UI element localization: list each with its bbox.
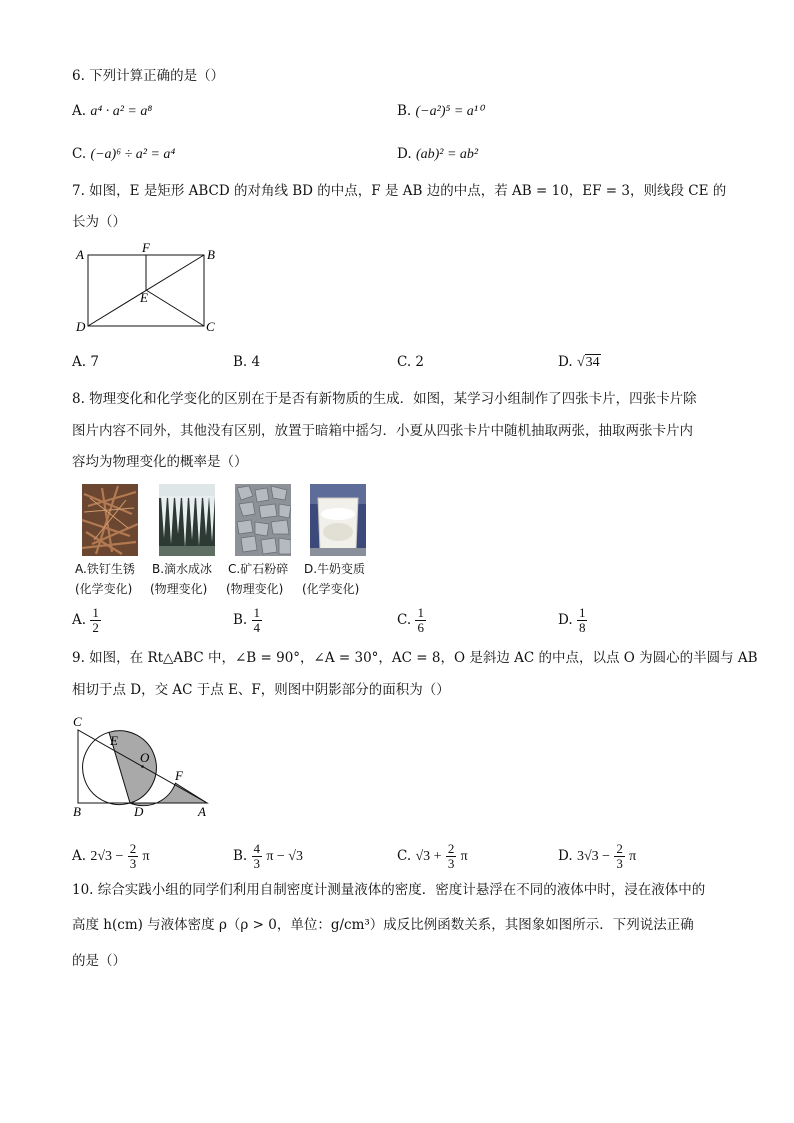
q8-option-c-fraction: $\frac{1}{6}$ bbox=[417, 605, 424, 635]
q8-option-a-label: A. bbox=[72, 612, 87, 628]
q7-option-d[interactable] bbox=[558, 352, 601, 373]
q8-stem-line2: 图片内容不同外，其他没有区别，放置于暗箱中摇匀．小夏从四张卡片中随机抽取两张，抽取两张卡片内 bbox=[72, 423, 693, 439]
q8-option-a-fraction: $\frac{1}{2}$ bbox=[92, 605, 99, 635]
card-c-type: (物理变化) bbox=[226, 582, 284, 596]
q6-option-b-label: B. bbox=[397, 103, 412, 119]
q7-option-d-expr: √34 bbox=[576, 355, 600, 370]
q9-option-c-label: C. bbox=[397, 848, 412, 864]
q8-option-b-fraction: $\frac{1}{4}$ bbox=[253, 605, 261, 635]
card-a-type: (化学变化) bbox=[75, 582, 133, 596]
q9-option-d[interactable] bbox=[558, 842, 636, 871]
q8-option-b-label: B. bbox=[233, 612, 248, 628]
q8-option-d-fraction: $\frac{1}{8}$ bbox=[578, 605, 586, 635]
q6-option-d-expr: (ab)² = ab² bbox=[415, 147, 479, 162]
q9-option-b-post: π − √3 bbox=[266, 849, 303, 864]
q9-option-b-label: B. bbox=[233, 848, 248, 864]
q9-option-a-label: A. bbox=[72, 848, 87, 864]
q7-option-a[interactable]: A. 7 bbox=[72, 354, 99, 370]
q9-option-d-pre: 3√3 − bbox=[576, 849, 611, 864]
label-d: D bbox=[76, 319, 86, 334]
q6-option-c-label: C. bbox=[72, 146, 87, 162]
q9-option-c-pre: √3 + bbox=[415, 849, 442, 864]
q8-stem-line1: 8. 物理变化和化学变化的区别在于是否有新物质的生成．如图，某学习小组制作了四张卡片，四张卡片除 bbox=[72, 391, 697, 407]
q6-option-a-label: A. bbox=[72, 103, 87, 119]
card-d-title: D.牛奶变质 bbox=[304, 562, 366, 576]
q9-option-c[interactable] bbox=[397, 842, 468, 871]
q8-option-d-label: D. bbox=[558, 612, 573, 628]
q9-option-d-label: D. bbox=[558, 848, 573, 864]
q9-stem-line1: 9. 如图，在 Rt△ABC 中，∠B = 90°，∠A = 30°，AC = 8，O 是斜边 AC 的中点，以点 O 为圆心的半圆与 AB bbox=[72, 650, 758, 666]
card-d-type: (化学变化) bbox=[302, 582, 360, 596]
crushed-ore-image bbox=[235, 484, 291, 556]
label-o: O bbox=[140, 750, 150, 765]
rusty-nails-image bbox=[82, 484, 138, 556]
card-b-title: B.滴水成冰 bbox=[152, 562, 213, 576]
label-e: E bbox=[110, 733, 118, 748]
q9-option-c-post: π bbox=[460, 849, 468, 864]
card-a-title: A.铁钉生锈 bbox=[75, 562, 135, 576]
q9-option-b-fraction: $\frac{4}{3}$ bbox=[253, 841, 261, 871]
label-e: E bbox=[140, 290, 148, 305]
q9-option-d-fraction: $\frac{2}{3}$ bbox=[616, 841, 623, 871]
label-a: A bbox=[76, 247, 84, 262]
q9-option-c-fraction: $\frac{2}{3}$ bbox=[447, 841, 455, 871]
q8-option-b[interactable] bbox=[233, 606, 262, 635]
q9-option-b[interactable] bbox=[233, 842, 303, 871]
q7-stem-line1: 7. 如图，E 是矩形 ABCD 的对角线 BD 的中点，F 是 AB 边的中点，若 AB = 10，EF = 3，则线段 CE 的 bbox=[72, 183, 727, 199]
q6-option-a[interactable] bbox=[72, 101, 152, 122]
label-c: C bbox=[73, 714, 82, 729]
icicles-image bbox=[159, 484, 215, 556]
q6-option-b-expr: (−a²)⁵ = a¹⁰ bbox=[415, 104, 484, 119]
q8-option-a[interactable] bbox=[72, 606, 101, 635]
q6-option-c-expr: (−a)⁶ ÷ a² = a⁴ bbox=[90, 147, 176, 162]
q6-option-c[interactable] bbox=[72, 144, 175, 165]
q10-stem-line1: 10. 综合实践小组的同学们利用自制密度计测量液体的密度．密度计悬浮在不同的液体中时，浸在液体中的 bbox=[72, 882, 706, 898]
q7-option-d-label: D. bbox=[558, 354, 573, 370]
label-f: F bbox=[175, 768, 183, 783]
q6-option-b[interactable] bbox=[397, 101, 484, 122]
q8-option-c-label: C. bbox=[397, 612, 412, 628]
spoiled-milk-image bbox=[310, 484, 366, 556]
q7-option-c[interactable]: C. 2 bbox=[397, 354, 425, 370]
q8-option-d[interactable] bbox=[558, 606, 587, 635]
center-o bbox=[141, 765, 144, 768]
label-b: B bbox=[207, 247, 215, 262]
label-a: A bbox=[198, 804, 206, 819]
q7-option-b[interactable]: B. 4 bbox=[233, 354, 261, 370]
card-c-title: C.矿石粉碎 bbox=[228, 562, 289, 576]
label-c: C bbox=[206, 319, 215, 334]
q9-option-d-post: π bbox=[629, 849, 637, 864]
segment-ec bbox=[146, 290, 204, 326]
label-f: F bbox=[142, 240, 150, 255]
q7-rectangle-figure bbox=[72, 238, 232, 338]
q8-option-c[interactable] bbox=[397, 606, 426, 635]
q9-option-a[interactable] bbox=[72, 842, 150, 871]
card-b-type: (物理变化) bbox=[150, 582, 208, 596]
q9-stem-line2: 相切于点 D，交 AC 于点 E、F，则图中阴影部分的面积为（） bbox=[72, 682, 450, 698]
label-d: D bbox=[134, 804, 144, 819]
q9-option-a-post: π bbox=[142, 849, 150, 864]
q10-stem-line2: 高度 h(cm) 与液体密度 ρ（ρ > 0，单位：g/cm³）成反比例函数关系，其图象如图所示．下列说法正确 bbox=[72, 917, 694, 933]
q6-option-d-label: D. bbox=[397, 146, 412, 162]
q9-triangle-figure bbox=[70, 712, 220, 822]
q10-stem-line3: 的是（） bbox=[72, 953, 126, 969]
q9-option-a-pre: 2√3 − bbox=[90, 849, 124, 864]
q6-stem: 6. 下列计算正确的是（） bbox=[72, 68, 225, 84]
q6-option-a-expr: a⁴ · a² = a⁸ bbox=[90, 104, 153, 119]
q8-stem-line3: 容均为物理变化的概率是（） bbox=[72, 454, 248, 470]
q9-option-a-fraction: $\frac{2}{3}$ bbox=[129, 841, 137, 871]
q7-stem-line2: 长为（） bbox=[72, 214, 126, 230]
label-b: B bbox=[73, 804, 81, 819]
q6-option-d[interactable] bbox=[397, 144, 478, 165]
